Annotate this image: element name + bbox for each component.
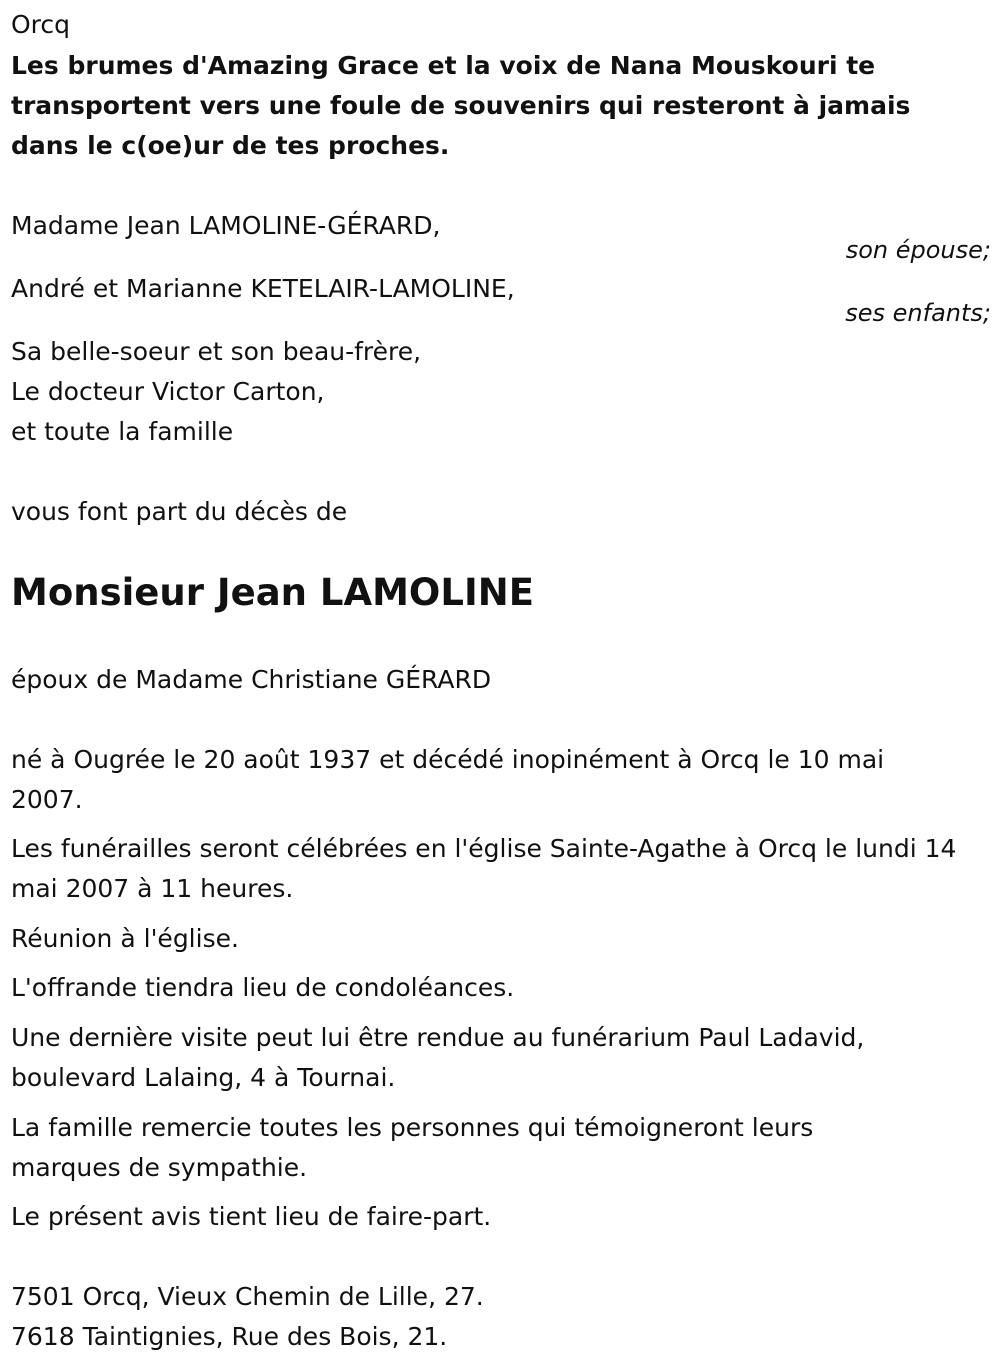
notice-paragraph: Le présent avis tient lieu de faire-part. [11, 1202, 492, 1231]
reunion-paragraph: Réunion à l'église. [11, 924, 239, 953]
family-row-children [11, 269, 991, 327]
family-name: Madame Jean LAMOLINE-GÉRARD, [11, 211, 441, 240]
family-role: son épouse; [845, 236, 991, 264]
relative-line: et toute la famille [11, 417, 234, 446]
place-heading: Orcq [11, 10, 71, 39]
offering-paragraph: L'offrande tiendra lieu de condoléances. [11, 973, 515, 1002]
family-role: ses enfants; [845, 299, 991, 327]
announcement: vous font part du décès de [11, 497, 348, 526]
addresses [11, 1277, 484, 1357]
address-line: 7618 Taintignies, Rue des Bois, 21. [11, 1322, 448, 1351]
relative-line: Sa belle-soeur et son beau-frère, [11, 337, 422, 366]
family-name: André et Marianne KETELAIR-LAMOLINE, [11, 274, 515, 303]
deceased-name: Monsieur Jean LAMOLINE [11, 571, 534, 614]
relatives-list [11, 332, 421, 452]
visit-paragraph: Une dernière visite peut lui être rendue au funérarium Paul Ladavid, boulevard Lalaing, 4 à Tournai. [11, 1023, 865, 1092]
family-row-spouse [11, 206, 991, 264]
spouse-line: époux de Madame Christiane GÉRARD [11, 665, 492, 694]
epigraph: Les brumes d'Amazing Grace et la voix de Nana Mouskouri te transportent vers une foule de souvenirs qui resteront à jamais dans le c(oe)ur de tes proches. [11, 51, 911, 160]
birth-death-paragraph: né à Ougrée le 20 août 1937 et décédé inopinément à Orcq le 10 mai 2007. [11, 745, 885, 814]
thanks-paragraph: La famille remercie toutes les personnes qui témoigneront leurs marques de sympathie. [11, 1113, 814, 1182]
funeral-paragraph: Les funérailles seront célébrées en l'église Sainte-Agathe à Orcq le lundi 14 mai 2007 à 11 heures. [11, 834, 957, 903]
relative-line: Le docteur Victor Carton, [11, 377, 325, 406]
address-line: 7501 Orcq, Vieux Chemin de Lille, 27. [11, 1282, 484, 1311]
